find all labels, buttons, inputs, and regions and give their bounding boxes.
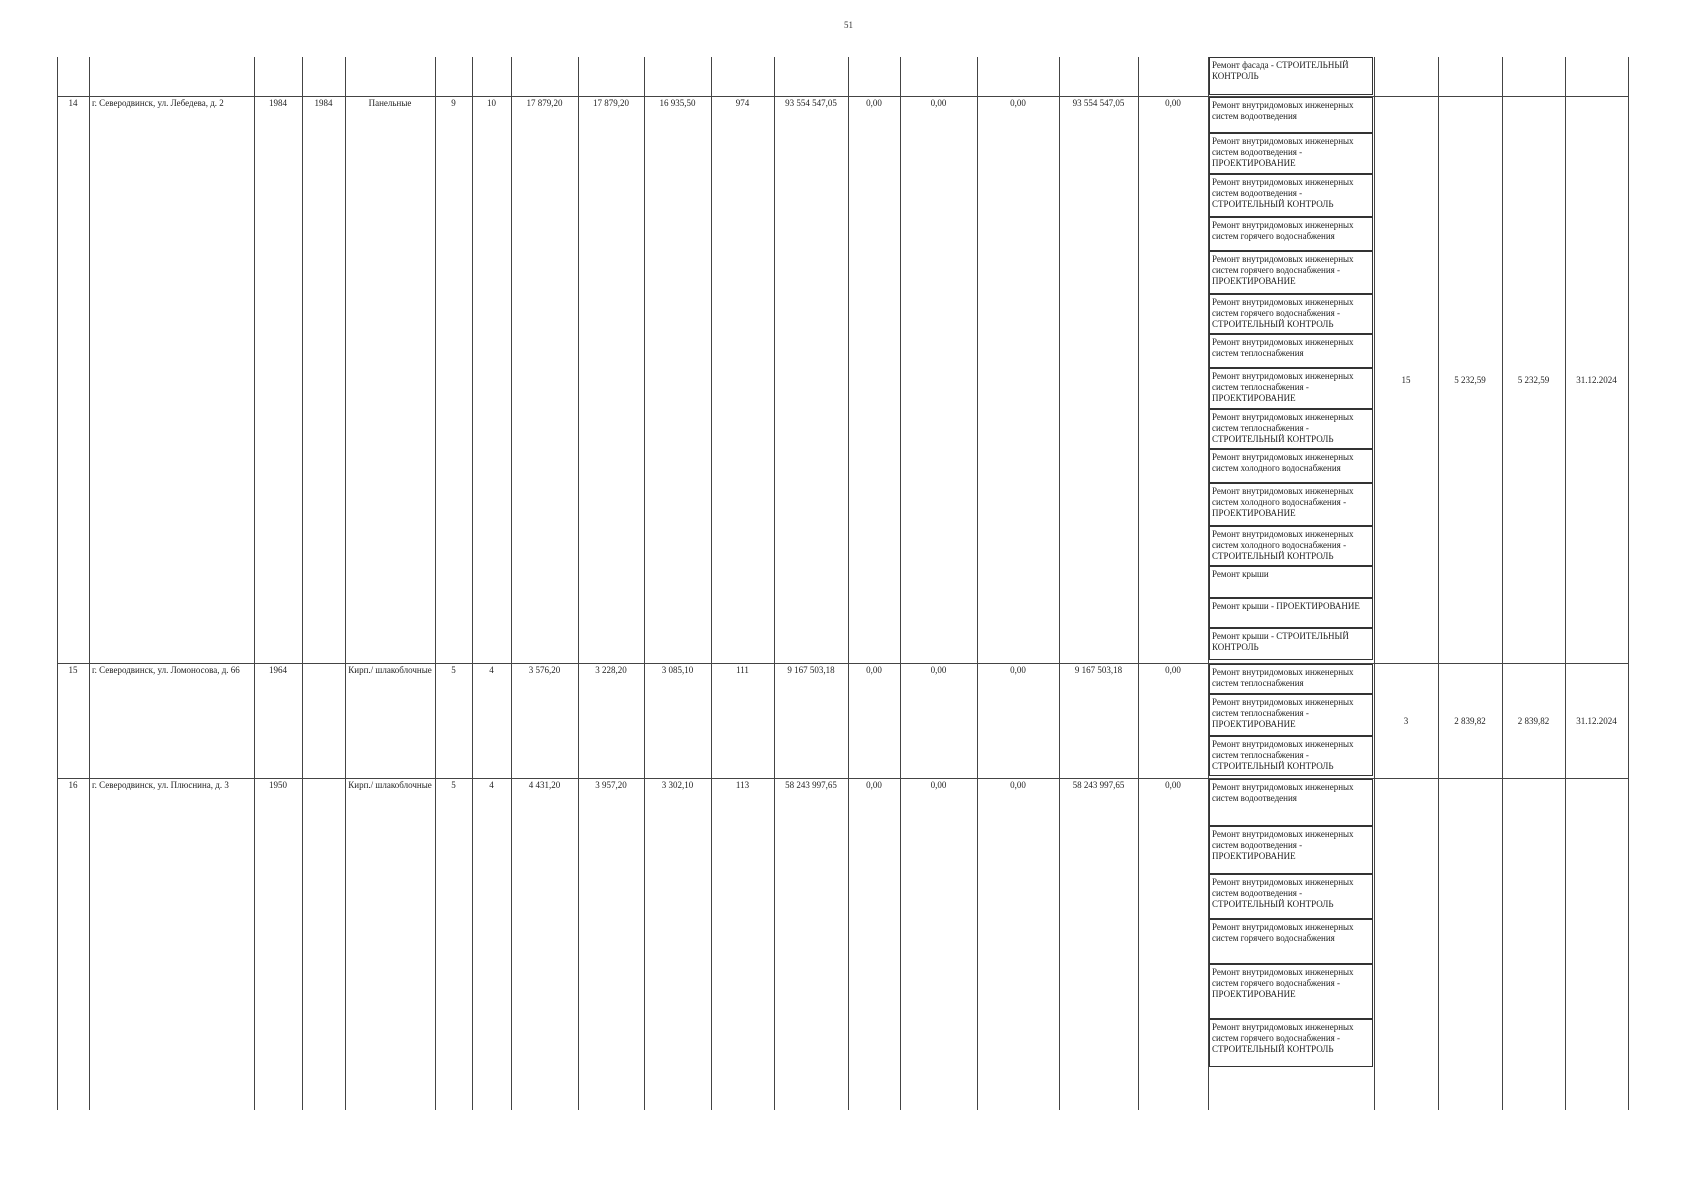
- residents-cell: 111: [736, 665, 749, 675]
- table-column-rule: [1628, 57, 1629, 1110]
- table-column-rule: [711, 57, 712, 1110]
- address-cell: г. Северодвинск, ул. Лебедева, д. 2: [92, 98, 224, 108]
- cost-regional-cell: 0,00: [930, 780, 947, 790]
- table-column-rule: [578, 57, 579, 1110]
- year-built-cell: 1964: [269, 665, 287, 675]
- work-item: Ремонт внутридомовых инженерных систем водоотведения - СТРОИТЕЛЬНЫЙ КОНТРОЛЬ: [1209, 174, 1373, 217]
- work-item: Ремонт внутридомовых инженерных систем теплоснабжения - ПРОЕКТИРОВАНИЕ: [1209, 694, 1373, 736]
- table-column-rule: [1138, 57, 1139, 1110]
- work-item: Ремонт внутридомовых инженерных систем теплоснабжения - СТРОИТЕЛЬНЫЙ КОНТРОЛЬ: [1209, 409, 1373, 449]
- table-column-rule: [977, 57, 978, 1110]
- work-item: Ремонт внутридомовых инженерных систем водоотведения: [1209, 97, 1373, 133]
- table-column-rule: [254, 57, 255, 1110]
- address-cell: г. Северодвинск, ул. Плюснина, д. 3: [92, 780, 229, 790]
- table-column-rule: [1374, 57, 1375, 1110]
- work-item: Ремонт фасада - СТРОИТЕЛЬНЫЙ КОНТРОЛЬ: [1209, 57, 1373, 95]
- work-item: Ремонт внутридомовых инженерных систем горячего водоснабжения - СТРОИТЕЛЬНЫЙ КОНТРОЛЬ: [1209, 294, 1373, 334]
- max-unit-cost-cell: 2 839,82: [1517, 716, 1550, 726]
- work-item: Ремонт внутридомовых инженерных систем теплоснабжения - ПРОЕКТИРОВАНИЕ: [1209, 368, 1373, 409]
- year-renovation-cell: 1984: [314, 98, 333, 108]
- wall-material-cell: Кирп./ шлакоблочные: [348, 780, 432, 790]
- row-number: 14: [68, 98, 78, 108]
- deadline-cell: 31.12.2024: [1576, 375, 1617, 385]
- work-item: Ремонт внутридомовых инженерных систем теплоснабжения: [1209, 664, 1373, 694]
- work-item: Ремонт внутридомовых инженерных систем водоотведения - ПРОЕКТИРОВАНИЕ: [1209, 133, 1373, 174]
- table-column-rule: [472, 57, 473, 1110]
- entrances-cell: 4: [489, 780, 494, 790]
- cost-local-cell: 0,00: [1010, 665, 1026, 675]
- cost-other-cell: 0,00: [1165, 98, 1181, 108]
- premises-area-cell: 17 879,20: [593, 98, 629, 108]
- residents-cell: 113: [735, 780, 750, 790]
- year-built-cell: 1984: [269, 98, 287, 108]
- wall-material-cell: Панельные: [368, 98, 412, 108]
- cost-regional-cell: 0,00: [930, 98, 947, 108]
- cost-total-cell: 93 554 547,05: [785, 98, 837, 108]
- table-column-rule: [1059, 57, 1060, 1110]
- unit-cost-cell: 5 232,59: [1454, 375, 1486, 385]
- page-number: 51: [844, 20, 853, 30]
- works-count-cell: 3: [1403, 716, 1409, 726]
- table-column-rule: [57, 57, 58, 1110]
- work-item: Ремонт внутридомовых инженерных систем горячего водоснабжения: [1209, 919, 1373, 964]
- cost-other-cell: 0,00: [1165, 665, 1181, 675]
- address-cell: г. Северодвинск, ул. Ломоносова, д. 66: [92, 665, 240, 675]
- table-column-rule: [774, 57, 775, 1110]
- work-item: Ремонт внутридомовых инженерных систем горячего водоснабжения - ПРОЕКТИРОВАНИЕ: [1209, 964, 1373, 1019]
- year-built-cell: 1950: [269, 780, 287, 790]
- work-item: Ремонт внутридомовых инженерных систем холодного водоснабжения: [1209, 449, 1373, 483]
- cost-fund-cell: 0,00: [866, 98, 882, 108]
- work-item: Ремонт крыши - ПРОЕКТИРОВАНИЕ: [1209, 598, 1373, 628]
- table-row-rule: [57, 663, 1628, 664]
- unit-cost-cell: 2 839,82: [1454, 716, 1486, 726]
- table-column-rule: [848, 57, 849, 1110]
- total-area-cell: 3 576,20: [528, 665, 561, 675]
- work-item: Ремонт внутридомовых инженерных систем холодного водоснабжения - СТРОИТЕЛЬНЫЙ КОНТРОЛЬ: [1209, 526, 1373, 566]
- entrances-cell: 4: [489, 665, 494, 675]
- cost-other-cell: 0,00: [1165, 780, 1181, 790]
- premises-area-cell: 3 957,20: [595, 780, 627, 790]
- table-column-rule: [1502, 57, 1503, 1110]
- table-row-rule: [57, 96, 1628, 97]
- cost-fund-cell: 0,00: [866, 780, 882, 790]
- floors-cell: 9: [451, 98, 456, 108]
- residents-cell: 974: [735, 98, 750, 108]
- cost-owners-cell: 58 243 997,65: [1072, 780, 1125, 790]
- row-number: 16: [68, 780, 78, 790]
- total-area-cell: 17 879,20: [526, 98, 563, 108]
- works-count-cell: 15: [1401, 375, 1411, 385]
- work-item: Ремонт крыши: [1209, 566, 1373, 598]
- work-item: Ремонт внутридомовых инженерных систем теплоснабжения: [1209, 334, 1373, 368]
- table-column-rule: [345, 57, 346, 1110]
- work-item: Ремонт внутридомовых инженерных систем теплоснабжения - СТРОИТЕЛЬНЫЙ КОНТРОЛЬ: [1209, 736, 1373, 776]
- residential-area-cell: 16 935,50: [659, 98, 696, 108]
- work-item: Ремонт внутридомовых инженерных систем водоотведения: [1209, 779, 1373, 826]
- work-item: Ремонт внутридомовых инженерных систем холодного водоснабжения - ПРОЕКТИРОВАНИЕ: [1209, 483, 1373, 526]
- table-column-rule: [1565, 57, 1566, 1110]
- cost-fund-cell: 0,00: [866, 665, 882, 675]
- work-item: Ремонт крыши - СТРОИТЕЛЬНЫЙ КОНТРОЛЬ: [1209, 628, 1373, 660]
- cost-local-cell: 0,00: [1010, 780, 1026, 790]
- table-column-rule: [302, 57, 303, 1110]
- premises-area-cell: 3 228,20: [595, 665, 627, 675]
- cost-local-cell: 0,00: [1010, 98, 1026, 108]
- residential-area-cell: 3 302,10: [661, 780, 694, 790]
- floors-cell: 5: [451, 780, 456, 790]
- residential-area-cell: 3 085,10: [661, 665, 694, 675]
- work-item: Ремонт внутридомовых инженерных систем водоотведения - СТРОИТЕЛЬНЫЙ КОНТРОЛЬ: [1209, 874, 1373, 919]
- table-column-rule: [511, 57, 512, 1110]
- work-item: Ремонт внутридомовых инженерных систем водоотведения - ПРОЕКТИРОВАНИЕ: [1209, 826, 1373, 874]
- wall-material-cell: Кирп./ шлакоблочные: [348, 665, 432, 675]
- deadline-cell: 31.12.2024: [1576, 716, 1617, 726]
- cost-total-cell: 58 243 997,65: [785, 780, 837, 790]
- cost-owners-cell: 93 554 547,05: [1072, 98, 1125, 108]
- table-column-rule: [644, 57, 645, 1110]
- floors-cell: 5: [451, 665, 456, 675]
- cost-regional-cell: 0,00: [930, 665, 947, 675]
- table-column-rule: [435, 57, 436, 1110]
- max-unit-cost-cell: 5 232,59: [1517, 375, 1550, 385]
- table-row-rule: [57, 778, 1628, 779]
- table-column-rule: [1438, 57, 1439, 1110]
- table-column-rule: [900, 57, 901, 1110]
- cost-owners-cell: 9 167 503,18: [1074, 665, 1123, 675]
- total-area-cell: 4 431,20: [528, 780, 561, 790]
- entrances-cell: 10: [487, 98, 496, 108]
- table-column-rule: [89, 57, 90, 1110]
- cost-total-cell: 9 167 503,18: [787, 665, 835, 675]
- work-item: Ремонт внутридомовых инженерных систем горячего водоснабжения - ПРОЕКТИРОВАНИЕ: [1209, 251, 1373, 294]
- work-item: Ремонт внутридомовых инженерных систем горячего водоснабжения: [1209, 217, 1373, 251]
- row-number: 15: [68, 665, 78, 675]
- work-item: Ремонт внутридомовых инженерных систем горячего водоснабжения - СТРОИТЕЛЬНЫЙ КОНТРОЛЬ: [1209, 1019, 1373, 1067]
